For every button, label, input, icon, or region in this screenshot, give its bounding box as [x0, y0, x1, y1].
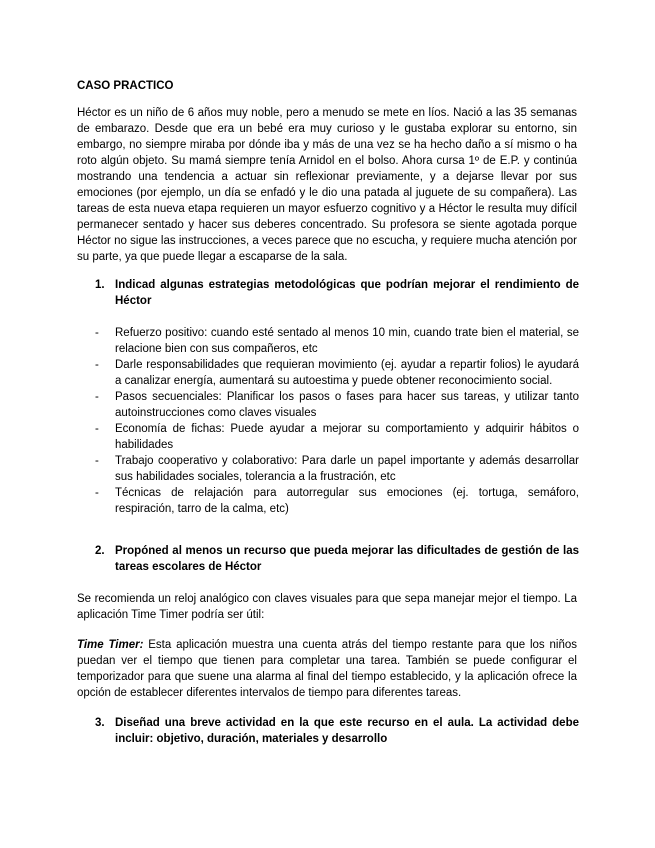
bullet-dash: -: [95, 359, 99, 371]
question-1-text: Indicad algunas estrategias metodológicas que podrían mejorar el rendimiento de Héctor: [115, 279, 579, 307]
time-timer-label: Time Timer:: [77, 639, 144, 651]
time-timer-description: Esta aplicación muestra una cuenta atrás del tiempo restante para que los niños puedan ver el tiempo que tienen para completar una tarea. También se puede configurar el temporizador para que suene una alarma al final del tiempo establecido, y la aplicación ofrece la opción de establecer diferentes intervalos de tiempo para diferentes tareas.: [77, 639, 577, 699]
list-item-text: Refuerzo positivo: cuando esté sentado al menos 10 min, cuando trate bien el material, se relacione bien con sus compañeros, etc: [115, 327, 579, 355]
question-3-text: Diseñad una breve actividad en la que este recurso en el aula. La actividad debe incluir: objetivo, duración, materiales y desarrollo: [115, 717, 579, 745]
question-1: [95, 277, 579, 309]
bullet-dash: -: [95, 455, 99, 467]
list-item-text: Trabajo cooperativo y colaborativo: Para darle un papel importante y además desarrollar sus habilidades sociales, tolerancia a la frustración, etc: [115, 455, 579, 483]
bullet-dash: -: [95, 327, 99, 339]
question-3-number: 3.: [95, 717, 105, 729]
case-title: CASO PRACTICO: [77, 80, 174, 92]
question-2-number: 2.: [95, 545, 105, 557]
list-item: [95, 325, 579, 357]
list-item: [95, 389, 579, 421]
case-description: Héctor es un niño de 6 años muy noble, pero a menudo se mete en líos. Nació a las 35 semanas de embarazo. Desde que era un bebé era muy curioso y le gustaba explorar su entorno, sin embargo, no siempre miraba por dónde iba y más de una vez se ha hecho daño a sí mismo o ha roto algún objeto. Su mamá siempre tenía Arnidol en el bolso. Ahora cursa 1º de E.P. y continúa mostrando una tendencia a actuar sin reflexionar previamente, y a dejarse llevar por sus emociones (por ejemplo, un día se enfadó y le dio una patada al juguete de su compañera). Las tareas de esta nueva etapa requieren un mayor esfuerzo cognitivo y a Héctor le resulta muy difícil permanecer sentado y hacer sus deberes concentrado. Su profesora se siente agotada porque Héctor no sigue las instrucciones, a veces parece que no escucha, y requiere mucha atención por su parte, ya que puede llegar a escaparse de la sala.: [77, 107, 577, 263]
list-item: [95, 453, 579, 485]
list-item-text: Técnicas de relajación para autorregular sus emociones (ej. tortuga, semáforo, respiración, tarro de la calma, etc): [115, 487, 579, 515]
list-item: [95, 485, 579, 517]
question-1-number: 1.: [95, 279, 105, 291]
question-2: [95, 543, 579, 575]
question-2-text: Propóned al menos un recurso que pueda mejorar las dificultades de gestión de las tareas escolares de Héctor: [115, 545, 579, 573]
list-item-text: Pasos secuenciales: Planificar los pasos o fases para hacer sus tareas, y utilizar tanto autoinstrucciones como claves visuales: [115, 391, 579, 419]
list-item: [95, 421, 579, 453]
list-item-text: Economía de fichas: Puede ayudar a mejorar su comportamiento y adquirir hábitos o habilidades: [115, 423, 579, 451]
bullet-dash: -: [95, 487, 99, 499]
strategies-list: [95, 325, 579, 517]
bullet-dash: -: [95, 423, 99, 435]
question-3: [95, 715, 579, 747]
list-item: [95, 357, 579, 389]
recommendation-paragraph: Se recomienda un reloj analógico con claves visuales para que sepa manejar mejor el tiempo. La aplicación Time Timer podría ser útil:: [77, 593, 577, 621]
bullet-dash: -: [95, 391, 99, 403]
list-item-text: Darle responsabilidades que requieran movimiento (ej. ayudar a repartir folios) le ayudará a canalizar energía, aumentará su autoestima y puede obtener reconocimiento social.: [115, 359, 579, 387]
time-timer-paragraph: [77, 637, 577, 701]
